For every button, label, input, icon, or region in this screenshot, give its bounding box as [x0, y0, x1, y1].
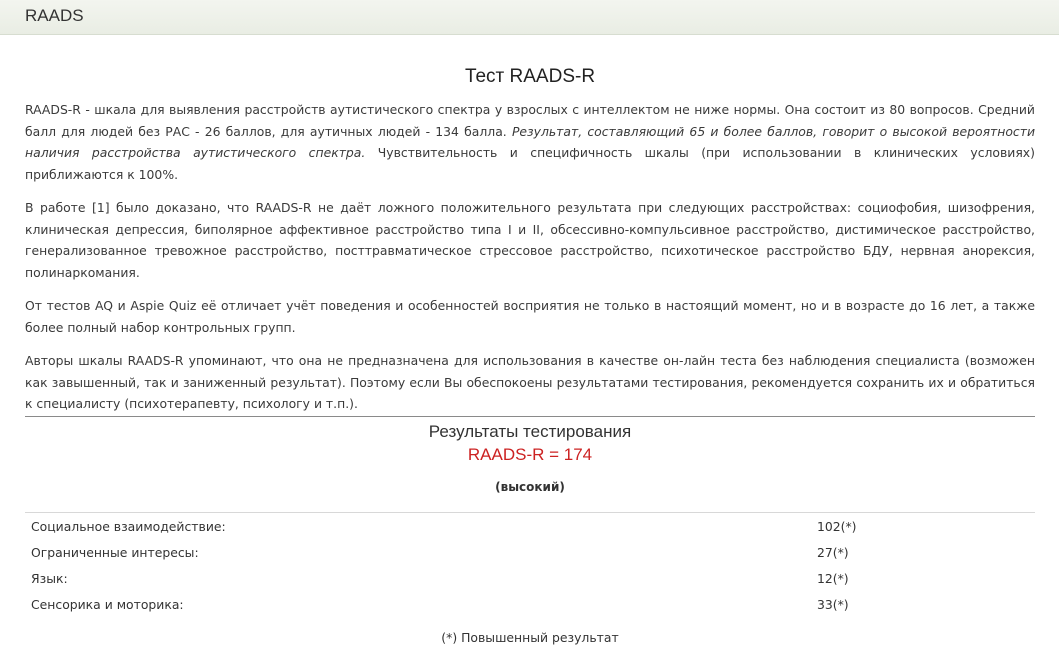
section-divider [25, 416, 1035, 417]
total-score: RAADS-R = 174 [467, 445, 593, 464]
table-row [25, 591, 1035, 617]
intro-paragraph-2: В работе [1] было доказано, что RAADS-R не даёт ложного положительного результата при следующих расстройствах: социофобия, шизофрения, клиническая депрессия, биполярное аффективное расстройство типа I и II, обсессивно-компульсивное расстройство, дистимическое расстройство, генерализованное тревожное расстройство, посттравматическое стрессовое расстройство, психотическое расстройство БДУ, нервная анорексия, полинаркомания. [25, 200, 1035, 280]
table-row [25, 513, 1035, 539]
subscale-name: Ограниченные интересы: [31, 545, 199, 560]
results-heading: Результаты тестирования [428, 422, 632, 441]
table-row [25, 565, 1035, 591]
intro-emphasis: Результат, составляющий 65 и более баллов, говорит о высокой вероятности наличия расстройства аутистического спектра. [25, 123, 1036, 160]
subscale-value: 27(*) [817, 545, 849, 560]
header-title: RAADS [25, 6, 84, 25]
intro-text-1b: Чувствительность и специфичность шкалы (при использовании в клинических условиях) приближаются к 100%. [25, 145, 1035, 182]
subscale-value: 33(*) [817, 597, 849, 612]
score-level: (высокий) [495, 480, 565, 494]
subscale-name: Сенсорика и моторика: [31, 597, 184, 612]
intro-paragraph-4: Авторы шкалы RAADS-R упоминают, что она не предназначена для использования в качестве он-лайн теста без наблюдения специалиста (возможен как завышенный, так и заниженный результат). Поэтому если Вы обеспокоены результатами тестирования, рекомендуется сохранить их и обратиться к специалисту (психотерапевту, психологу и т.п.). [25, 353, 1035, 411]
intro-text-1a: RAADS-R - шкала для выявления расстройств аутистического спектра у взрослых с интеллектом не ниже нормы. Она состоит из 80 вопросов. Средний балл для людей без РАС - 26 баллов, для аутичных людей - 134 балла. [25, 102, 1035, 139]
subscale-table [25, 512, 1035, 617]
page-header [0, 0, 1059, 35]
intro-paragraph-3: От тестов AQ и Aspie Quiz её отличает учёт поведения и особенностей восприятия не только в настоящий момент, но и в возрасте до 16 лет, а также более полный набор контрольных групп. [25, 298, 1035, 335]
subscale-value: 102(*) [817, 519, 857, 534]
footnote: (*) Повышенный результат [441, 630, 619, 645]
intro-paragraph-1 [25, 99, 1035, 185]
table-row [25, 539, 1035, 565]
subscale-name: Социальное взаимодействие: [31, 519, 226, 534]
subscale-name: Язык: [31, 571, 68, 586]
test-description [25, 99, 1035, 427]
subscale-value: 12(*) [817, 571, 849, 586]
test-title: Тест RAADS-R [464, 66, 596, 87]
